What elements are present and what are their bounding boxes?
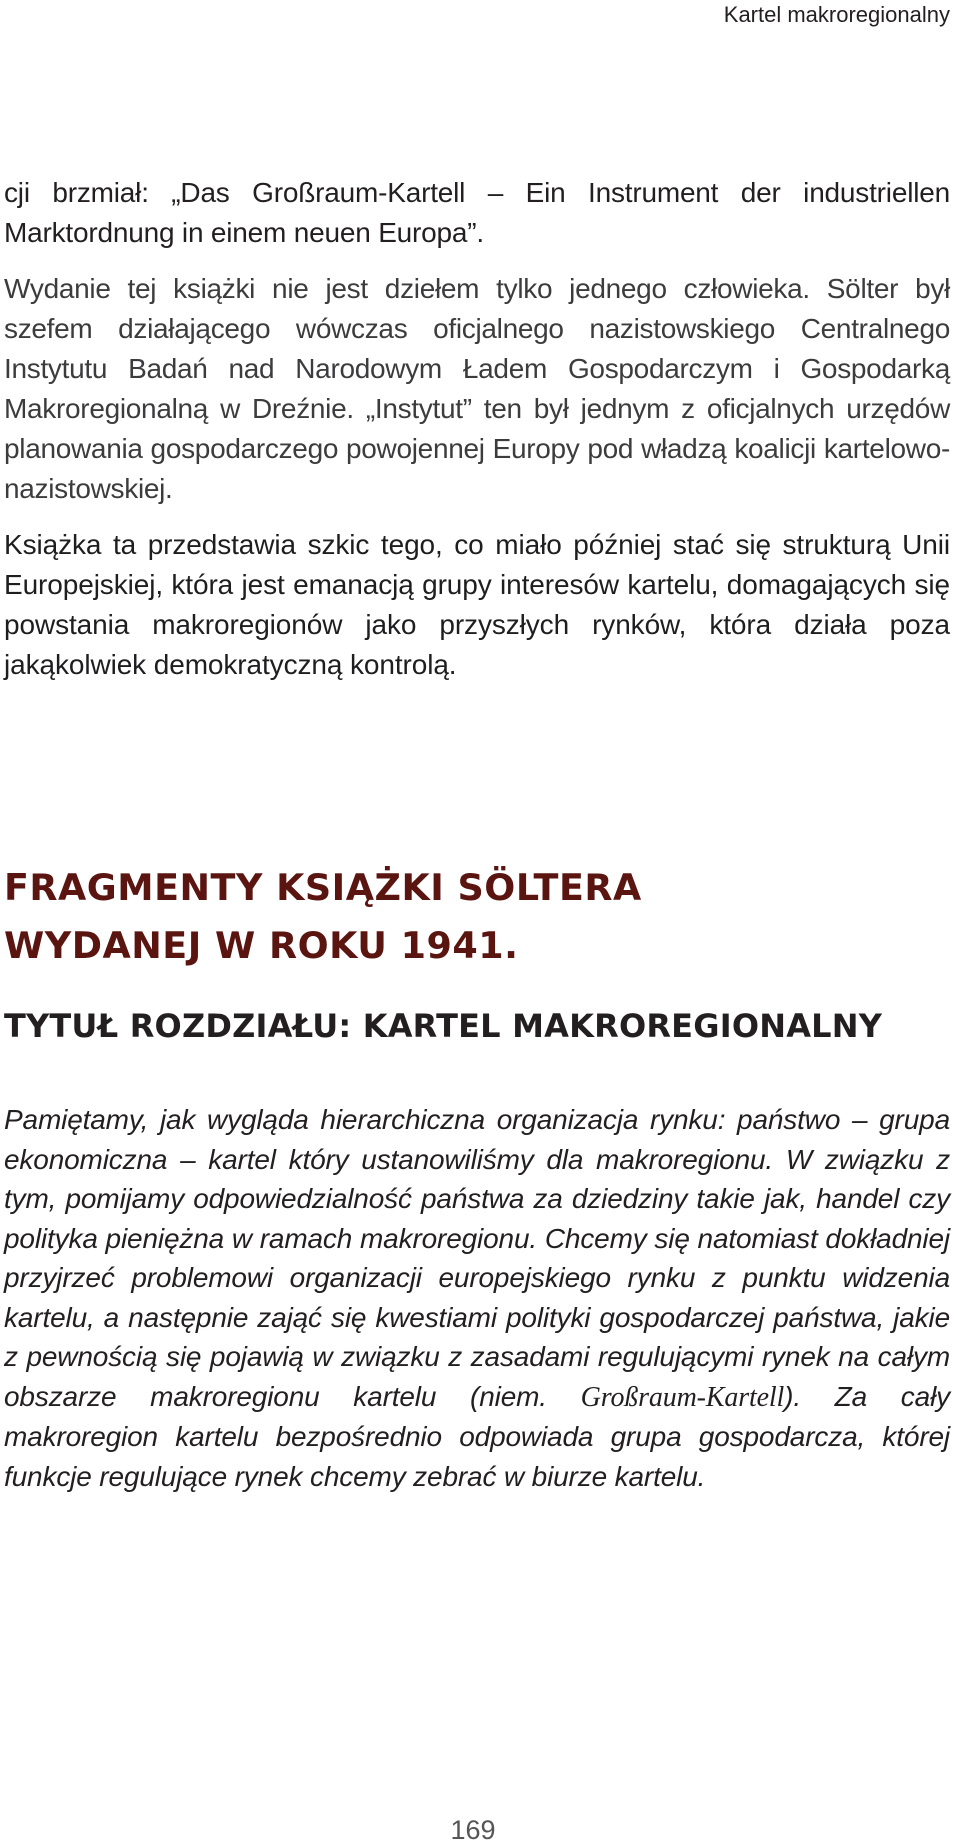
section-title-line-2: WYDANEJ W ROKU 1941. [4,924,519,967]
section-title-line-1: FRAGMENTY KSIĄŻKI SÖLTERA [4,866,642,909]
excerpt-text-part-1: Pamiętamy, jak wygląda hierarchiczna organizacja rynku: państwo – grupa ekonomiczna – kartel który ustanowiliśmy dla makroregionu. W związku z tym, pomijamy odpowiedzialność państwa za dziedziny takie jak, handel czy polityka pieniężna w ramach makroregionu. Chcemy się natomiast dokładniej przyjrzeć problemowi organizacji europejskiego rynku z punktu widzenia kartelu, a następnie zająć się kwestiami polityki gospodarczej państwa, jakie z pewnością się pojawią w związku z zasadami regulującymi rynek na całym obszarze makroregionu kartelu (niem. [4,1104,950,1412]
excerpt-text-part-2: ). Za cały makroregion kartelu bezpośrednio odpowiada grupa gospodarcza, której funkcje regulujące rynek chcemy zebrać w biurze kartelu. [4,1380,950,1492]
paragraph-book-summary: Książka ta przedstawia szkic tego, co miało później stać się strukturą Unii Europejskiej, która jest emanacją grupy interesów kartelu, domagających się powstania makroregionów jako przyszłych rynków, która działa poza jakąkolwiek demokratyczną kontrolą. [4,529,950,680]
page-number: 169 [450,1815,496,1845]
running-header: Kartel makroregionalny [723,2,950,27]
excerpt-german-term: Großraum-Kartell [580,1381,785,1413]
body-text [4,173,950,685]
section-title [4,859,642,975]
chapter-title: TYTUŁ ROZDZIAŁU: KARTEL MAKROREGIONALNY [4,1007,883,1045]
paragraph-title-continuation: cji brzmiał: „Das Großraum-Kartell – Ein Instrument der industriellen Marktordnung in einem neuen Europa”. [4,177,950,248]
book-excerpt [4,1100,950,1496]
paragraph-institute: Wydanie tej książki nie jest dziełem tylko jednego człowieka. Sölter był szefem działającego wówczas oficjalnego nazistowskiego Centralnego Instytutu Badań nad Narodowym Ładem Gospodarczym i Gospodarką Makroregionalną w Dreźnie. „Instytut” ten był jednym z oficjalnych urzędów planowania gospodarczego powojennej Europy pod władzą koalicji kartelowo-nazistowskiej. [4,273,950,504]
